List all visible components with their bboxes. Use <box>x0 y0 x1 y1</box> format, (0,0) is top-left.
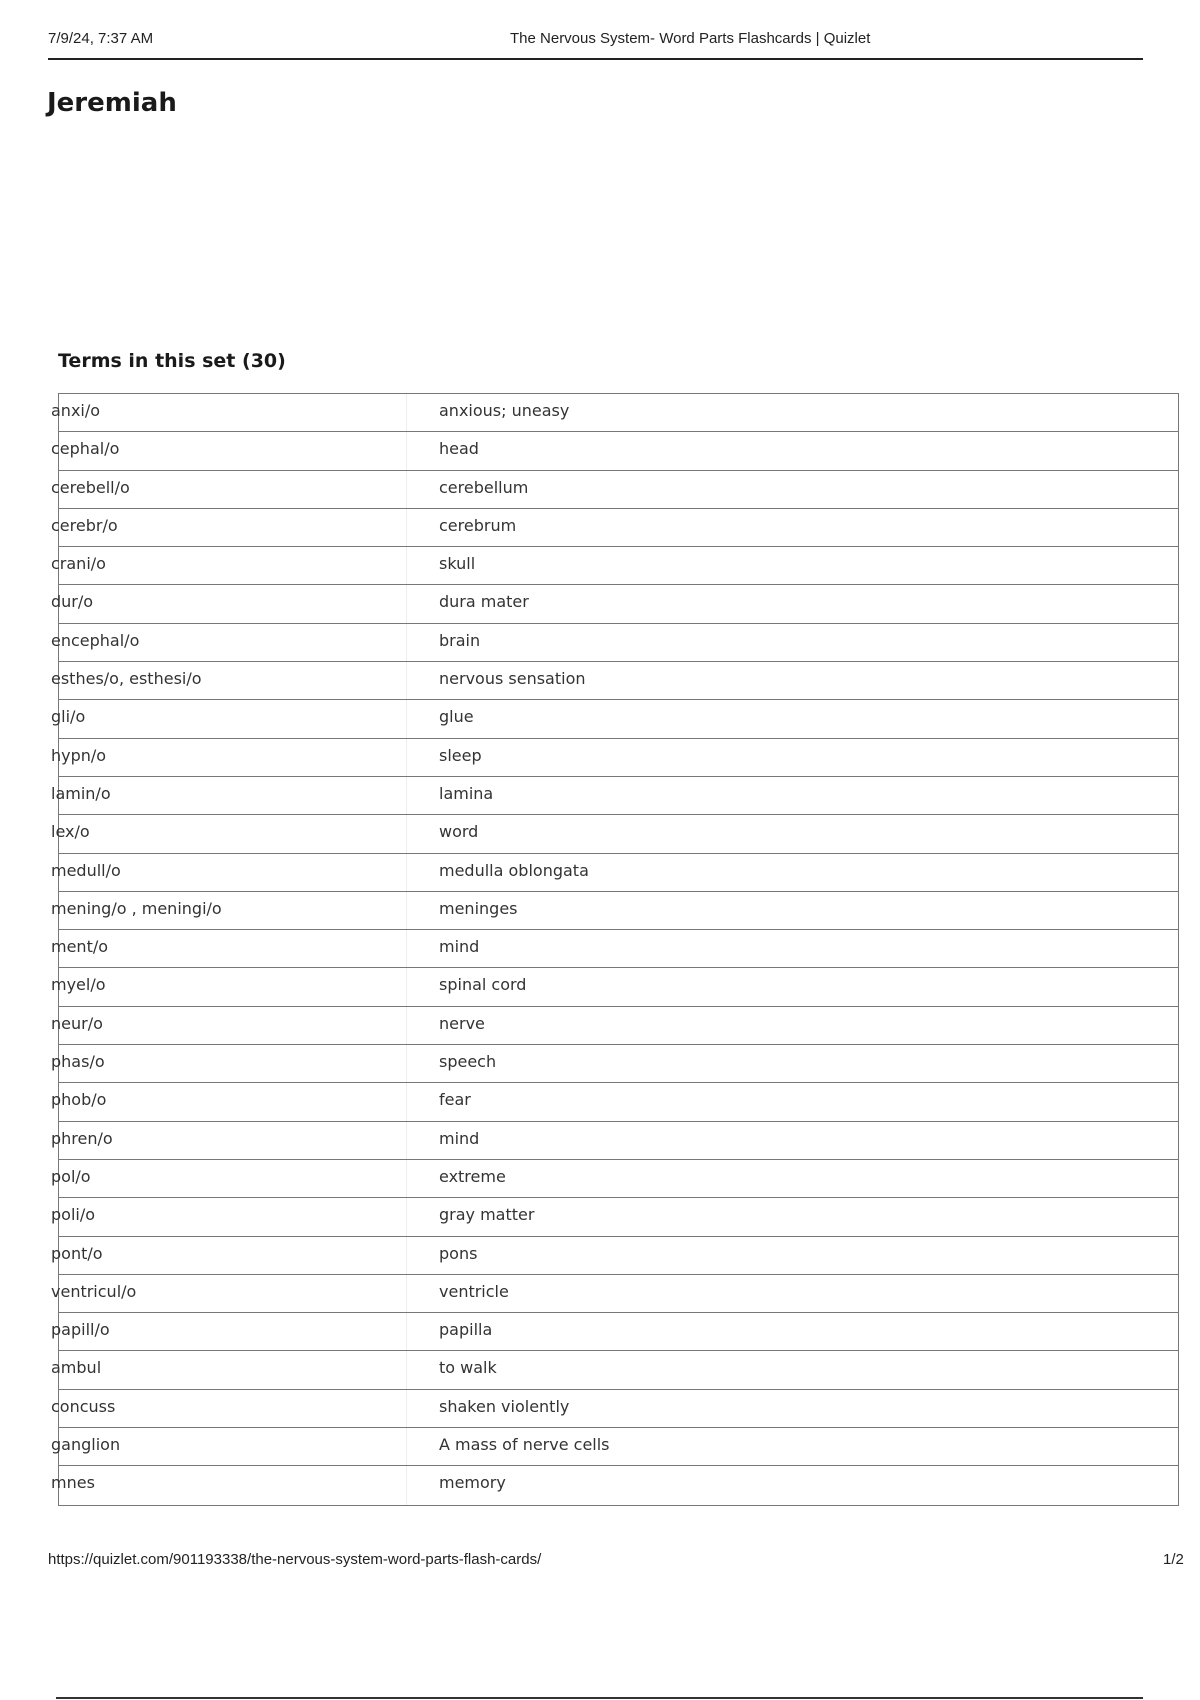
definition-text: spinal cord <box>439 975 527 995</box>
term-cell <box>51 394 407 431</box>
term-cell <box>51 1160 407 1197</box>
term-cell <box>51 739 407 776</box>
print-date: 7/9/24, 7:37 AM <box>48 30 154 47</box>
term-row <box>51 968 1178 1006</box>
term-row <box>51 624 1178 662</box>
page-divider <box>56 1697 1143 1699</box>
term-cell <box>51 1466 407 1504</box>
term-cell <box>51 662 407 699</box>
term-cell <box>51 1237 407 1274</box>
term-row <box>51 1237 1178 1275</box>
terms-heading: Terms in this set (30) <box>58 350 286 372</box>
term-text: anxi/o <box>51 401 101 420</box>
definition-text: head <box>439 439 479 459</box>
term-row <box>51 471 1178 509</box>
term-text: crani/o <box>51 554 106 574</box>
definition-text: speech <box>439 1052 497 1072</box>
term-cell <box>51 624 407 661</box>
user-name: Jeremiah <box>47 88 177 118</box>
term-text: ventricul/o <box>51 1281 137 1301</box>
term-row <box>51 1198 1178 1236</box>
term-cell <box>51 547 407 584</box>
term-cell <box>51 1351 407 1388</box>
terms-table <box>51 393 1179 1506</box>
term-cell <box>51 432 407 469</box>
term-cell <box>51 700 407 737</box>
term-row <box>51 1390 1178 1428</box>
definition-text: memory <box>439 1473 506 1493</box>
definition-text: word <box>439 822 479 842</box>
footer-url: https://quizlet.com/901193338/the-nervous-system-word-parts-flash-cards/ <box>48 1551 542 1568</box>
term-row <box>51 1083 1178 1121</box>
term-row <box>51 1466 1178 1504</box>
term-cell <box>51 1045 407 1082</box>
page-number: 1/2 <box>1163 1551 1184 1568</box>
term-row <box>51 585 1178 623</box>
term-row <box>51 1007 1178 1045</box>
term-row <box>51 1275 1178 1313</box>
term-text: neur/o <box>51 1013 103 1033</box>
term-row <box>51 1313 1178 1351</box>
term-row <box>51 739 1178 777</box>
term-cell <box>51 1083 407 1120</box>
term-text: ment/o <box>51 937 109 957</box>
definition-text: shaken violently <box>439 1396 570 1416</box>
term-text: concuss <box>51 1396 116 1416</box>
definition-text: fear <box>439 1090 471 1110</box>
term-text: esthes/o, esthesi/o <box>51 669 202 689</box>
term-cell <box>51 1428 407 1465</box>
term-row <box>51 547 1178 585</box>
definition-text: lamina <box>439 783 494 803</box>
term-row <box>51 1428 1178 1466</box>
term-text: medull/o <box>51 860 121 880</box>
definition-text: nervous sensation <box>439 669 586 689</box>
term-row <box>51 394 1178 432</box>
definition-text: cerebrum <box>439 515 517 535</box>
print-header <box>48 30 1143 60</box>
term-cell <box>51 471 407 508</box>
term-row <box>51 1122 1178 1160</box>
definition-text: to walk <box>439 1358 497 1378</box>
definition-text: mind <box>439 937 480 957</box>
term-row <box>51 892 1178 930</box>
term-text: phren/o <box>51 1128 113 1148</box>
term-row <box>51 1045 1178 1083</box>
term-text: gli/o <box>51 707 86 727</box>
term-cell <box>51 777 407 814</box>
definition-text: gray matter <box>439 1205 535 1225</box>
term-text: mening/o , meningi/o <box>51 898 222 918</box>
term-text: ganglion <box>51 1435 121 1455</box>
term-text: myel/o <box>51 975 106 995</box>
term-text: poli/o <box>51 1205 96 1225</box>
term-cell <box>51 1198 407 1235</box>
definition-text: cerebellum <box>439 477 529 497</box>
term-text: mnes <box>51 1473 95 1493</box>
term-row <box>51 930 1178 968</box>
term-cell <box>51 1007 407 1044</box>
term-cell <box>51 1390 407 1427</box>
term-row <box>51 777 1178 815</box>
term-cell <box>51 585 407 622</box>
definition-text: meninges <box>439 898 518 918</box>
term-text: phob/o <box>51 1090 107 1110</box>
term-text: hypn/o <box>51 745 107 765</box>
term-row <box>51 1160 1178 1198</box>
term-text: lex/o <box>51 822 90 842</box>
term-cell <box>51 854 407 891</box>
definition-text: anxious; uneasy <box>439 401 570 420</box>
term-cell <box>51 892 407 929</box>
term-text: cerebell/o <box>51 477 130 497</box>
definition-text: skull <box>439 554 476 574</box>
term-text: ambul <box>51 1358 102 1378</box>
definition-text: pons <box>439 1243 478 1263</box>
term-text: dur/o <box>51 592 94 612</box>
term-row <box>51 432 1178 470</box>
definition-text: nerve <box>439 1013 485 1033</box>
term-text: lamin/o <box>51 783 111 803</box>
term-text: pont/o <box>51 1243 103 1263</box>
definition-text: sleep <box>439 745 482 765</box>
definition-text: mind <box>439 1128 480 1148</box>
term-cell <box>51 1275 407 1312</box>
definition-text: extreme <box>439 1166 506 1186</box>
definition-text: medulla oblongata <box>439 860 589 880</box>
term-cell <box>51 968 407 1005</box>
term-text: cephal/o <box>51 439 120 459</box>
term-text: cerebr/o <box>51 515 118 535</box>
term-text: papill/o <box>51 1320 110 1340</box>
term-row <box>51 700 1178 738</box>
term-row <box>51 1351 1178 1389</box>
definition-text: dura mater <box>439 592 529 612</box>
term-text: pol/o <box>51 1166 91 1186</box>
definition-text: A mass of nerve cells <box>439 1435 610 1455</box>
term-text: phas/o <box>51 1052 105 1072</box>
term-cell <box>51 1313 407 1350</box>
term-row <box>51 509 1178 547</box>
term-cell <box>51 815 407 852</box>
definition-text: papilla <box>439 1320 493 1340</box>
term-row <box>51 815 1178 853</box>
term-row <box>51 662 1178 700</box>
definition-text: brain <box>439 630 481 650</box>
term-row <box>51 854 1178 892</box>
definition-text: ventricle <box>439 1281 509 1301</box>
term-cell <box>51 930 407 967</box>
page-title: The Nervous System- Word Parts Flashcards | Quizlet <box>510 30 871 47</box>
term-text: encephal/o <box>51 630 140 650</box>
definition-text: glue <box>439 707 474 727</box>
term-cell <box>51 1122 407 1159</box>
term-cell <box>51 509 407 546</box>
